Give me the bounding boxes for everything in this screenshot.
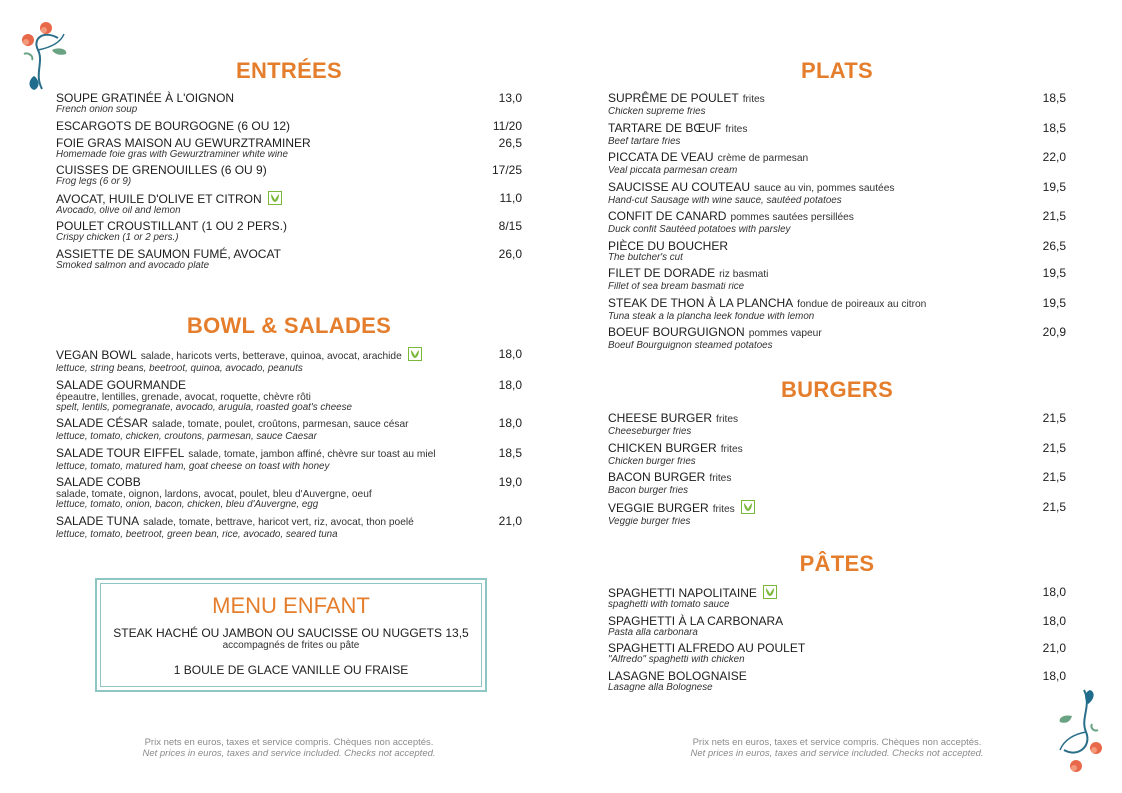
section-title: PLATS — [801, 58, 873, 83]
menu-item-price: 21,5 — [1042, 499, 1066, 514]
menu-item-line — [608, 209, 1008, 225]
menu-item-description: salade, tomate, bettrave, haricot vert, riz, avocat, thon poelé — [143, 516, 414, 528]
footer-left — [124, 737, 454, 759]
menu-item-line — [56, 136, 464, 150]
menu-item-price: 18,0 — [498, 416, 522, 430]
menu-item-name: SPAGHETTI NAPOLITAINE — [608, 586, 757, 600]
section-title: ENTRÉES — [235, 58, 342, 83]
menu-item-translation: The butcher's cut — [608, 252, 683, 263]
menu-item-line — [56, 446, 464, 462]
menu-item — [56, 191, 522, 217]
menu-item-line — [608, 669, 1008, 683]
menu-item-description: pommes sautées persillées — [730, 212, 854, 223]
menu-item-price: 18,5 — [1042, 91, 1066, 105]
menu-item-name: SALADE TUNA — [56, 513, 140, 528]
menu-item-translation: spelt, lentils, pomegranate, avocado, arugula, roasted goat's cheese — [56, 402, 352, 413]
menu-item-description: pommes vapeur — [748, 328, 822, 339]
menu-item-description: fondue de poireaux au citron — [797, 298, 927, 310]
menu-item-name: ESCARGOTS DE BOURGOGNE (6 OU 12) — [56, 118, 291, 133]
menu-item — [56, 136, 522, 161]
menu-item-line — [56, 514, 464, 530]
menu-item-price: 21,5 — [1042, 470, 1066, 484]
menu-item-name: LASAGNE BOLOGNAISE — [608, 668, 747, 683]
menu-item-line — [56, 119, 464, 133]
menu-item-name: CHEESE BURGER — [608, 411, 713, 425]
section-title: BURGERS — [780, 377, 894, 402]
menu-item-translation: Veal piccata parmesan cream — [608, 166, 738, 176]
menu-item-name: SUPRÊME DE POULET — [608, 91, 739, 105]
menu-item-name: SALADE TOUR EIFFEL — [56, 445, 185, 460]
plats-section — [608, 58, 1066, 355]
menu-item-name: POULET CROUSTILLANT (1 OU 2 PERS.) — [56, 219, 287, 233]
menu-item-description: riz basmati — [719, 269, 769, 280]
menu-item-line — [56, 347, 464, 364]
menu-item — [608, 614, 1066, 639]
menu-item-description: salade, haricots verts, betterave, quinoa, avocat, arachide — [140, 351, 402, 362]
menu-item — [608, 209, 1066, 236]
menu-item-translation: Homemade foie gras with Gewurztraminer white wine — [56, 149, 288, 160]
kids-menu-box — [95, 578, 487, 692]
menu-item-description: sauce au vin, pommes sautées — [754, 182, 895, 194]
menu-item — [56, 247, 522, 272]
menu-item-price: 20,9 — [1042, 325, 1066, 339]
menu-item-price: 18,0 — [1042, 585, 1066, 599]
menu-item-translation: Hand-cut Sausage with wine sauce, sautéed potatoes — [608, 195, 842, 206]
menu-item-translation: lettuce, tomato, beetroot, green bean, rice, avocado, seared tuna — [56, 529, 338, 540]
menu-item-name: SOUPE GRATINÉE À L'OIGNON — [56, 91, 235, 105]
menu-item-line — [56, 416, 464, 432]
menu-item-description: frites — [742, 94, 765, 105]
menu-item — [56, 219, 522, 244]
menu-item-line — [608, 325, 1008, 341]
vegetarian-leaf-icon — [402, 348, 422, 362]
menu-item-translation: Boeuf Bourguignon steamed potatoes — [608, 341, 773, 351]
menu-item — [608, 585, 1066, 611]
menu-item-price: 19,0 — [498, 475, 522, 489]
menu-item-price: 18,5 — [1042, 120, 1066, 135]
menu-item-price: 17/25 — [491, 163, 522, 177]
burgers-section — [608, 377, 1066, 530]
menu-item-line — [56, 378, 464, 392]
menu-item-translation: Pasta alla carbonara — [608, 627, 698, 638]
menu-item-translation: Bacon burger fries — [608, 486, 689, 496]
menu-item-name: PIÈCE DU BOUCHER — [608, 238, 729, 253]
menu-item-price: 21,5 — [1042, 411, 1066, 425]
bowls-section — [56, 313, 522, 543]
menu-item — [608, 470, 1066, 497]
menu-item-line — [608, 296, 1008, 312]
menu-item — [608, 239, 1066, 264]
menu-item-price: 26,5 — [1042, 238, 1066, 253]
menu-item-name: SALADE CÉSAR — [56, 416, 149, 430]
menu-item-name: BOEUF BOURGUIGNON — [608, 325, 745, 339]
menu-item-line — [608, 614, 1008, 628]
menu-item-line — [608, 585, 1008, 600]
menu-item — [608, 441, 1066, 468]
menu-item-translation: Duck confit Sautéed potatoes with parsley — [608, 225, 791, 235]
vegetarian-leaf-icon — [262, 192, 282, 206]
menu-item — [608, 325, 1066, 352]
menu-item-line — [608, 441, 1008, 457]
menu-item — [608, 180, 1066, 207]
menu-item — [56, 475, 522, 511]
menu-item-price: 18,0 — [498, 347, 522, 361]
menu-item-name: SAUCISSE AU COUTEAU — [608, 179, 751, 194]
menu-item-name: SPAGHETTI À LA CARBONARA — [608, 613, 784, 628]
menu-item — [56, 378, 522, 414]
menu-item-line — [608, 239, 1008, 253]
menu-item-price: 18,5 — [498, 445, 522, 460]
menu-item-price: 18,0 — [1042, 668, 1066, 683]
footer-right — [672, 737, 1002, 759]
menu-item-translation: lettuce, tomato, matured ham, goat cheese on toast with honey — [56, 461, 330, 472]
menu-item-price: 19,5 — [1042, 179, 1066, 194]
footer-fr: Prix nets en euros, taxes et service compris. Chèques non acceptés. — [144, 737, 434, 748]
menu-item-translation: Fillet of sea bream basmati rice — [608, 282, 745, 292]
menu-item-translation: Frog legs (6 or 9) — [56, 177, 132, 187]
vegetarian-leaf-icon — [735, 501, 755, 515]
menu-item-name: FILET DE DORADE — [608, 266, 716, 280]
menu-item-line — [56, 163, 464, 177]
menu-item-description: frites — [712, 503, 735, 515]
menu-item-line — [56, 475, 464, 489]
menu-item-translation: Tuna steak a la plancha leek fondue with lemon — [608, 311, 815, 322]
menu-item-line — [56, 91, 464, 105]
menu-item-translation: Cheeseburger fries — [608, 427, 692, 437]
menu-item-name: PICCATA DE VEAU — [608, 150, 714, 164]
menu-item-price: 11/20 — [492, 118, 522, 133]
menu-item — [56, 416, 522, 443]
section-title: BOWL & SALADES — [186, 313, 392, 338]
menu-item-price: 21,5 — [1042, 440, 1066, 455]
menu-item-price: 26,5 — [498, 135, 522, 150]
menu-item — [608, 150, 1066, 177]
menu-item-price: 8/15 — [498, 219, 522, 233]
menu-item-description: salade, tomate, poulet, croûtons, parmesan, sauce césar — [152, 419, 409, 430]
menu-item-translation: lettuce, tomato, chicken, croutons, parmesan, sauce Caesar — [56, 432, 317, 442]
menu-item-translation: Lasagne alla Bolognese — [608, 682, 713, 693]
menu-item-line — [608, 470, 1008, 486]
menu-item — [56, 347, 522, 375]
menu-item-description: salade, tomate, jambon affiné, chèvre sur toast au miel — [188, 448, 436, 460]
menu-item-price: 13,0 — [498, 91, 522, 105]
kids-menu-title: MENU ENFANT — [212, 593, 370, 618]
menu-item-name: BACON BURGER — [608, 470, 706, 484]
vegetarian-leaf-icon — [757, 586, 777, 600]
menu-item-description: frites — [720, 443, 743, 455]
menu-item-name: SALADE GOURMANDE — [56, 377, 187, 392]
entrees-section — [56, 58, 522, 274]
menu-item-name: SPAGHETTI ALFREDO AU POULET — [608, 641, 806, 655]
menu-item — [608, 91, 1066, 118]
menu-item-price: 19,5 — [1042, 295, 1066, 310]
menu-item-price: 19,5 — [1042, 266, 1066, 280]
menu-item — [608, 641, 1066, 666]
menu-item-price: 11,0 — [499, 190, 522, 205]
menu-item-name: SALADE COBB — [56, 475, 141, 489]
footer-en: Net prices in euros, taxes and service included. Checks not accepted. — [142, 748, 436, 759]
menu-item-translation: Veggie burger fries — [608, 516, 691, 527]
menu-item — [56, 91, 522, 116]
menu-item — [608, 500, 1066, 528]
menu-item-price: 22,0 — [1042, 150, 1066, 164]
menu-item-translation: Chicken burger fries — [608, 456, 696, 467]
menu-item — [56, 163, 522, 188]
menu-item — [56, 514, 522, 541]
menu-item — [608, 121, 1066, 148]
menu-item-translation: lettuce, tomato, onion, bacon, chicken, bleu d'Auvergne, egg — [56, 500, 319, 510]
menu-item-description: frites — [709, 473, 732, 484]
kids-menu-sides: accompagnés de frites ou pâte — [222, 640, 360, 651]
menu-item-detail: épeautre, lentilles, grenade, avocat, roquette, chèvre rôti — [56, 391, 311, 403]
menu-item — [608, 296, 1066, 323]
menu-item-translation: Beef tartare fries — [608, 136, 681, 147]
menu-item-name: VEGAN BOWL — [56, 348, 137, 362]
menu-item-description: frites — [725, 123, 748, 135]
menu-item-translation: French onion soup — [56, 105, 138, 115]
menu-item-price: 21,5 — [1042, 209, 1066, 223]
menu-item-name: CUISSES DE GRENOUILLES (6 OU 9) — [56, 163, 267, 177]
kids-menu-dessert: 1 BOULE DE GLACE VANILLE OU FRAISE — [173, 663, 409, 677]
menu-item-name: STEAK DE THON À LA PLANCHA — [608, 295, 794, 310]
menu-item-line — [608, 500, 1008, 517]
menu-item-name: TARTARE DE BŒUF — [608, 120, 722, 135]
menu-item — [608, 266, 1066, 293]
menu-item-line — [608, 180, 1008, 196]
menu-item-name: FOIE GRAS MAISON AU GEWURZTRAMINER — [56, 135, 311, 150]
menu-item — [608, 669, 1066, 694]
menu-item-line — [56, 219, 464, 233]
menu-item-translation: "Alfredo" spaghetti with chicken — [608, 655, 745, 665]
menu-item-line — [608, 641, 1008, 655]
menu-item-description: frites — [716, 414, 739, 425]
menu-item-price: 18,0 — [1042, 613, 1066, 628]
menu-item-detail: salade, tomate, oignon, lardons, avocat, poulet, bleu d'Auvergne, oeuf — [56, 489, 372, 500]
menu-item-name: VEGGIE BURGER — [608, 500, 709, 515]
menu-item-line — [608, 266, 1008, 282]
menu-item-line — [608, 121, 1008, 137]
menu-item — [56, 119, 522, 133]
menu-item-price: 21,0 — [1042, 641, 1066, 655]
section-title: PÂTES — [799, 551, 875, 576]
menu-item-line — [608, 91, 1008, 107]
menu-item-line — [608, 411, 1008, 427]
menu-item-translation: Smoked salmon and avocado plate — [56, 260, 210, 271]
menu-item-price: 26,0 — [498, 246, 522, 261]
menu-item-price: 21,0 — [498, 513, 522, 528]
menu-item-translation: lettuce, string beans, beetroot, quinoa, avocado, peanuts — [56, 364, 303, 374]
menu-item-name: AVOCAT, HUILE D'OLIVE ET CITRON — [56, 191, 262, 206]
menu-item-name: CONFIT DE CANARD — [608, 209, 727, 223]
menu-item-line — [608, 150, 1008, 166]
menu-item-translation: Avocado, olive oil and lemon — [56, 205, 181, 216]
menu-item-description: crème de parmesan — [717, 153, 809, 164]
floral-ornament-bottom-right — [1050, 686, 1110, 776]
menu-item-translation: spaghetti with tomato sauce — [608, 600, 730, 610]
menu-item-name: ASSIETTE DE SAUMON FUMÉ, AVOCAT — [56, 246, 281, 261]
footer-fr: Prix nets en euros, taxes et service compris. Chèques non acceptés. — [692, 737, 982, 748]
kids-menu-main: STEAK HACHÉ OU JAMBON OU SAUCISSE OU NUGGETS 13,5 — [113, 626, 469, 640]
menu-item — [608, 411, 1066, 438]
menu-item-translation: Chicken supreme fries — [608, 107, 706, 117]
pates-section — [608, 551, 1066, 696]
menu-item-price: 18,0 — [498, 377, 522, 392]
footer-en: Net prices in euros, taxes and service included. Checks not accepted. — [690, 748, 984, 759]
menu-item-line — [56, 247, 464, 261]
menu-item-line — [56, 191, 464, 206]
menu-item-name: CHICKEN BURGER — [608, 440, 717, 455]
menu-item-translation: Crispy chicken (1 or 2 pers.) — [56, 233, 179, 243]
menu-item — [56, 446, 522, 473]
